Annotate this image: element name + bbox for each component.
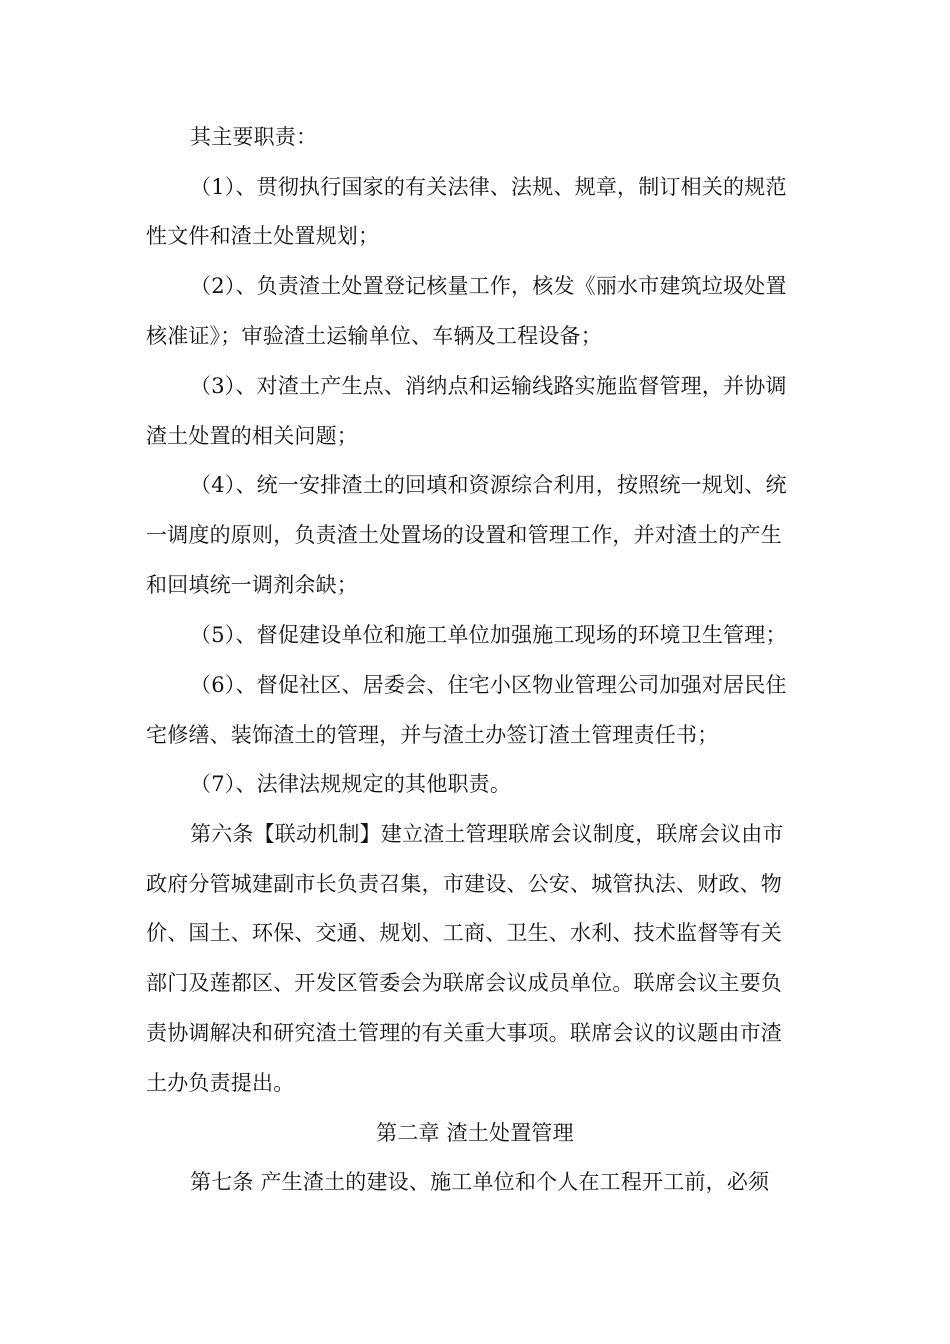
duty-3-line-1: （3）、对渣土产生点、消纳点和运输线路实施监督管理，并协调 bbox=[190, 374, 787, 398]
chapter-2-heading: 第二章 渣土处置管理 bbox=[376, 1121, 574, 1145]
duty-4-line-2: 一调度的原则，负责渣土处置场的设置和管理工作，并对渣土的产生 bbox=[146, 523, 782, 547]
duty-3-line-2: 渣土处置的相关问题； bbox=[146, 424, 358, 448]
article-6-line-4: 部门及莲都区、开发区管委会为联席会议成员单位。联席会议主要负 bbox=[146, 971, 782, 995]
article-6-line-1: 第六条【联动机制】建立渣土管理联席会议制度，联席会议由市 bbox=[190, 822, 784, 846]
duty-4-line-3: 和回填统一调剂余缺； bbox=[146, 573, 358, 597]
duty-1-line-2: 性文件和渣土处置规划； bbox=[146, 224, 380, 248]
duties-intro: 其主要职责： bbox=[190, 125, 318, 149]
duty-2-line-2: 核准证》；审验渣土运输单位、车辆及工程设备； bbox=[146, 324, 602, 348]
duty-2-line-1: （2）、负责渣土处置登记核量工作，核发《丽水市建筑垃圾处置 bbox=[190, 274, 787, 298]
article-6-line-3: 价、国土、环保、交通、规划、工商、卫生、水利、技术监督等有关 bbox=[146, 921, 782, 945]
article-7-line-1: 第七条 产生渣土的建设、施工单位和个人在工程开工前，必须 bbox=[190, 1170, 770, 1194]
duty-7-line-1: （7）、法律法规规定的其他职责。 bbox=[190, 772, 512, 796]
duty-6-line-2: 宅修缮、装饰渣土的管理，并与渣土办签订渣土管理责任书； bbox=[146, 723, 719, 747]
duty-5-line-1: （5）、督促建设单位和施工单位加强施工现场的环境卫生管理； bbox=[190, 623, 787, 647]
article-6-line-6: 土办负责提出。 bbox=[146, 1071, 295, 1095]
article-6-line-2: 政府分管城建副市长负责召集，市建设、公安、城管执法、财政、物 bbox=[146, 872, 782, 896]
duty-6-line-1: （6）、督促社区、居委会、住宅小区物业管理公司加强对居民住 bbox=[190, 673, 787, 697]
duty-1-line-1: （1）、贯彻执行国家的有关法律、法规、规章，制订相关的规范 bbox=[190, 175, 787, 199]
duty-4-line-1: （4）、统一安排渣土的回填和资源综合利用，按照统一规划、统 bbox=[190, 473, 787, 497]
article-6-line-5: 责协调解决和研究渣土管理的有关重大事项。联席会议的议题由市渣 bbox=[146, 1021, 782, 1045]
